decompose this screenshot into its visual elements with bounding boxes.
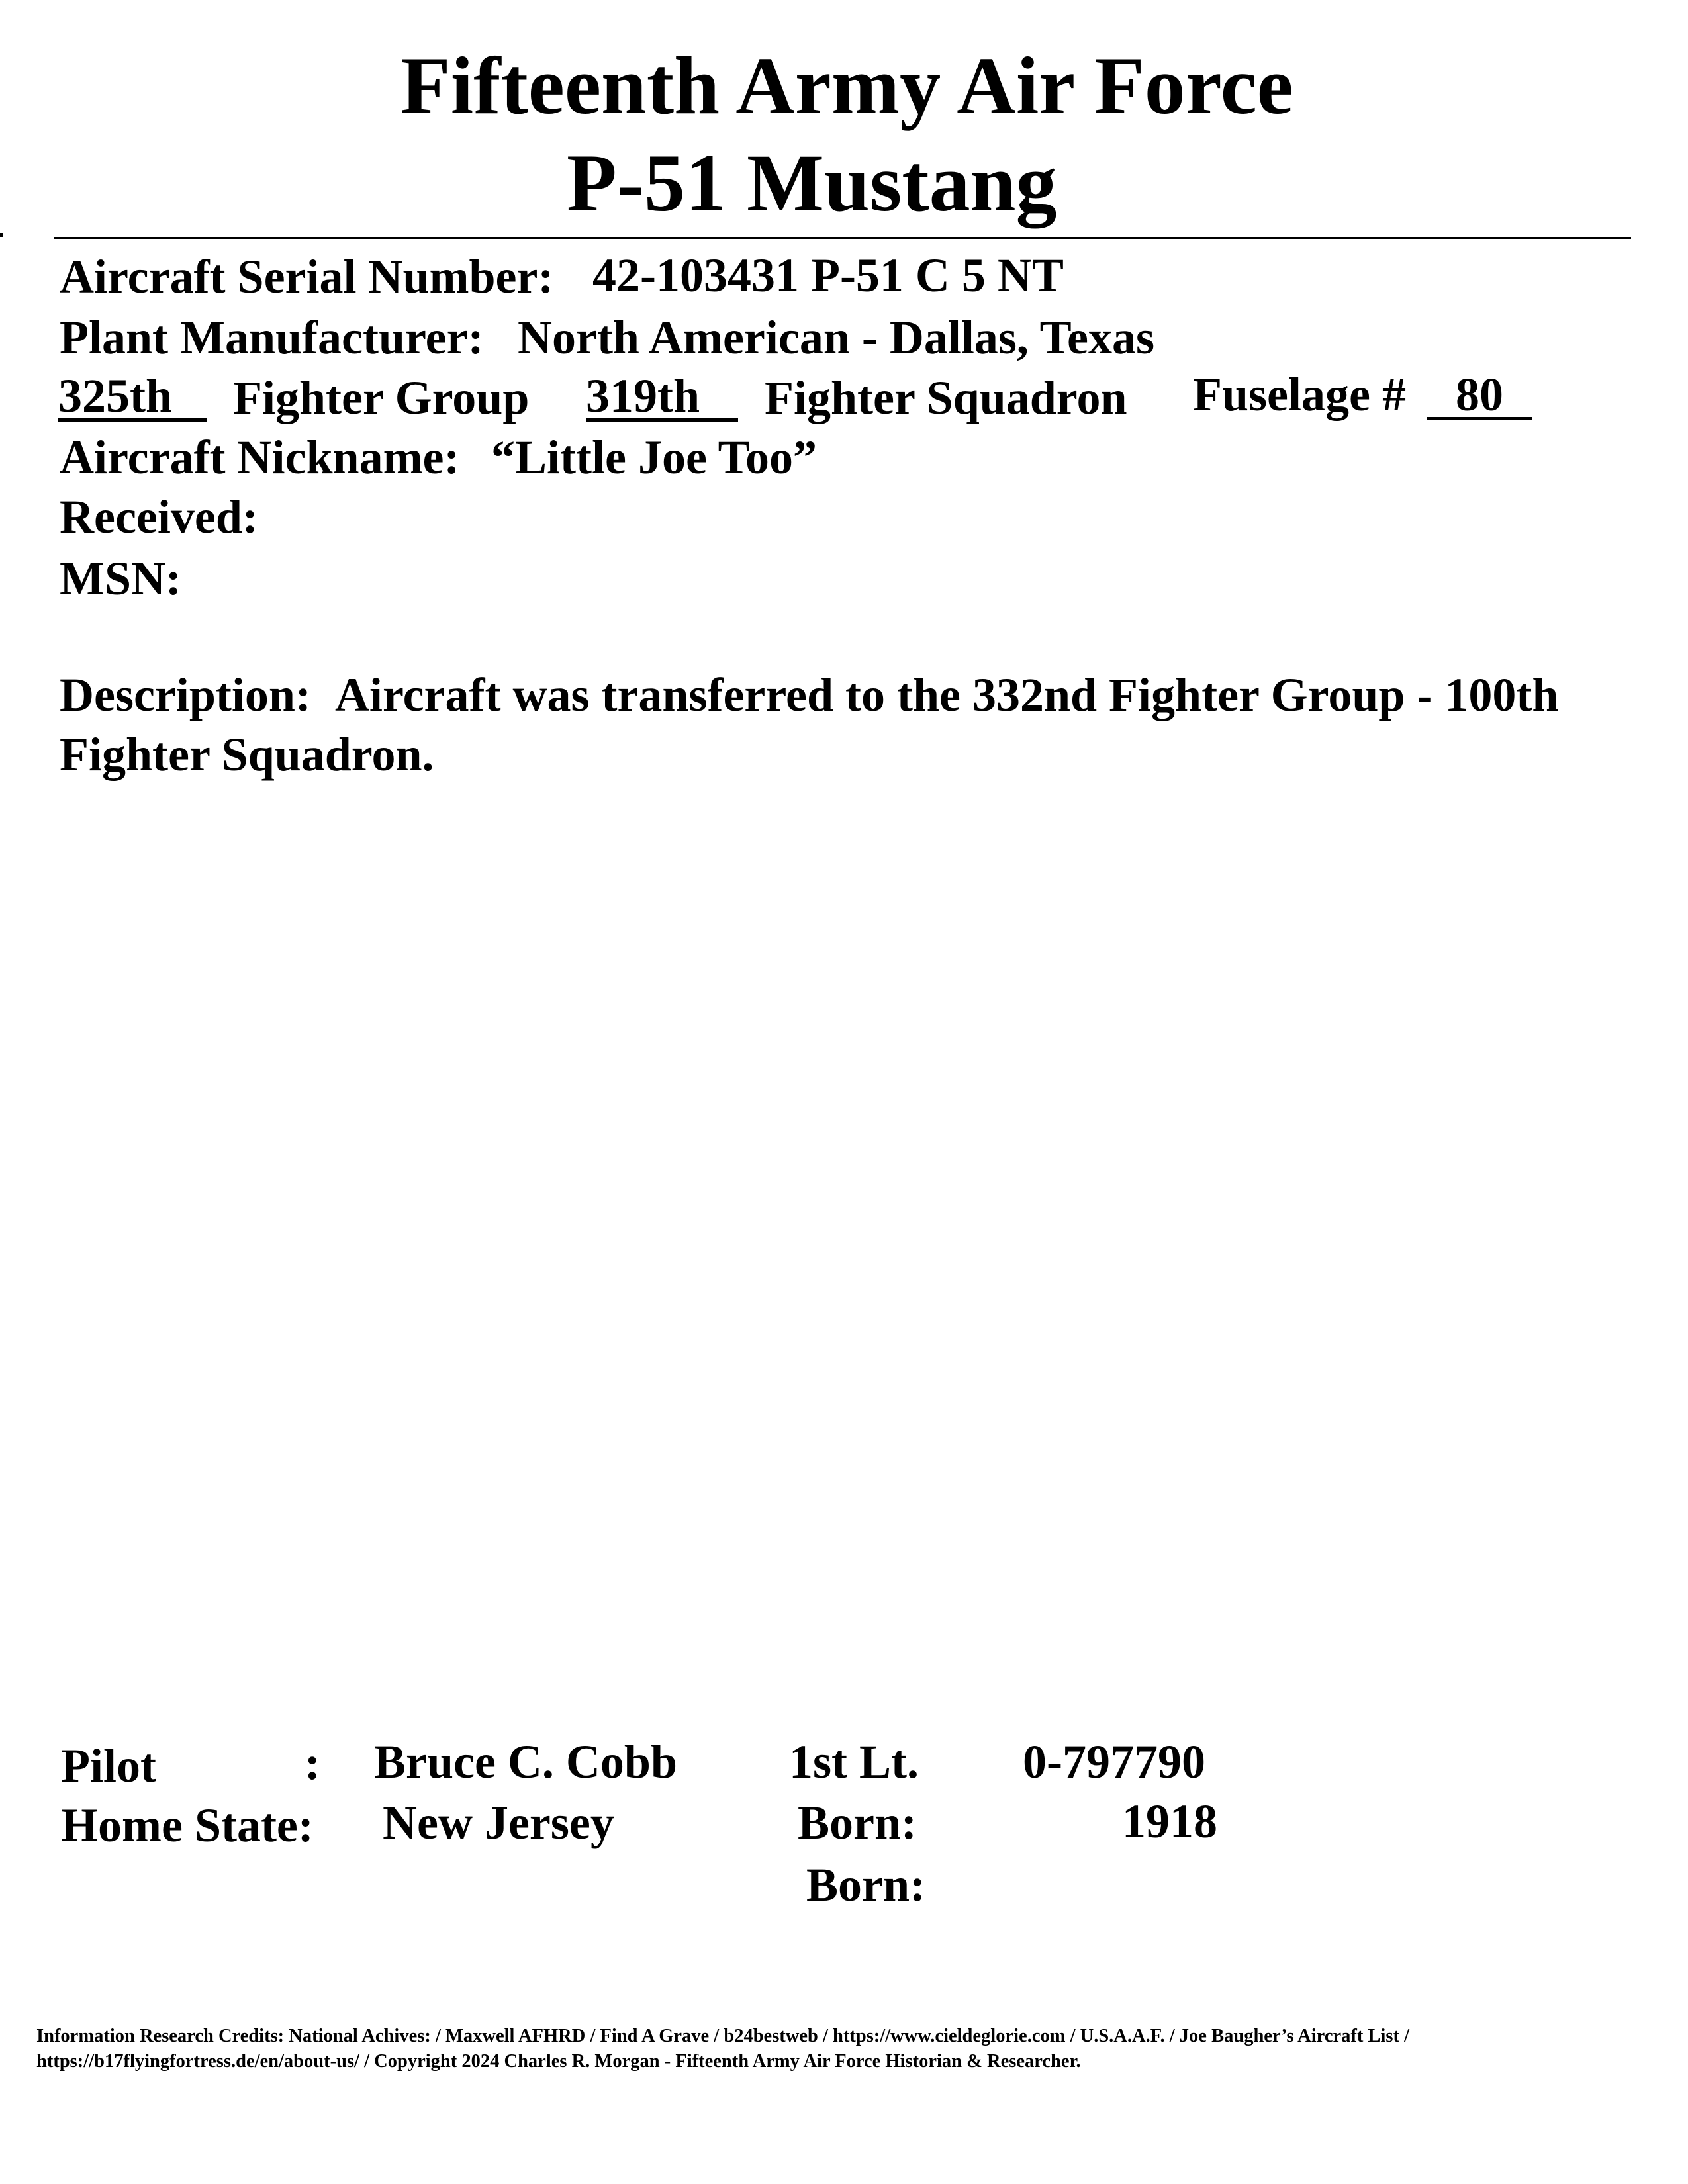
header-divider bbox=[54, 237, 1631, 239]
fighter-squadron-value: 319th bbox=[586, 373, 738, 422]
fuselage-label: Fuselage # bbox=[1193, 368, 1406, 421]
page-title-line1: Fifteenth Army Air Force bbox=[400, 40, 1293, 131]
margin-mark bbox=[0, 233, 3, 237]
pilot-service-number: 0-797790 bbox=[1023, 1735, 1205, 1788]
description-text: Aircraft was transferred to the 332nd Fighter Group - 100th Fighter Squadron. bbox=[60, 668, 1559, 781]
pilot-colon: : bbox=[305, 1737, 320, 1790]
born-label-second: Born: bbox=[806, 1858, 925, 1911]
fighter-squadron-blank bbox=[586, 369, 738, 422]
pilot-name: Bruce C. Cobb bbox=[374, 1735, 678, 1788]
nickname-label: Aircraft Nickname: bbox=[60, 431, 460, 484]
fighter-group-value: 325th bbox=[58, 373, 207, 422]
pilot-label: Pilot bbox=[61, 1739, 156, 1792]
fuselage-value: 80 bbox=[1427, 372, 1532, 420]
description-label: Description: bbox=[60, 668, 311, 721]
serial-number-value: 42-103431 P-51 C 5 NT bbox=[592, 249, 1064, 302]
page-title-line2: P-51 Mustang bbox=[567, 138, 1057, 228]
research-credits: Information Research Credits: National Achives: / Maxwell AFHRD / Find A Grave / b24bestweb / https://www.cieldeglorie.com / U.S.A.A.F. / Joe Baugher’s Aircraft List / https://b17flyingfortress.de/en/about-us/ / Copyright 2024 Charles R. Morgan - Fifteenth Army Air Force Historian & Researcher. bbox=[36, 2026, 1410, 2071]
born-label: Born: bbox=[798, 1796, 917, 1849]
fuselage-blank bbox=[1427, 368, 1532, 421]
description-block bbox=[60, 665, 1635, 784]
manufacturer-label: Plant Manufacturer: bbox=[60, 311, 484, 364]
fighter-group-blank bbox=[58, 369, 207, 422]
received-label: Received: bbox=[60, 490, 258, 543]
serial-number-label: Aircraft Serial Number: bbox=[60, 250, 554, 303]
born-value: 1918 bbox=[1122, 1795, 1217, 1848]
pilot-rank: 1st Lt. bbox=[789, 1735, 919, 1788]
manufacturer-value: North American - Dallas, Texas bbox=[518, 311, 1154, 364]
home-state-value: New Jersey bbox=[383, 1796, 614, 1849]
msn-label: MSN: bbox=[60, 552, 181, 605]
fighter-group-label: Fighter Group bbox=[233, 371, 530, 424]
fighter-squadron-label: Fighter Squadron bbox=[765, 371, 1127, 424]
nickname-value: “Little Joe Too” bbox=[491, 431, 818, 484]
home-state-label: Home State: bbox=[61, 1799, 314, 1852]
